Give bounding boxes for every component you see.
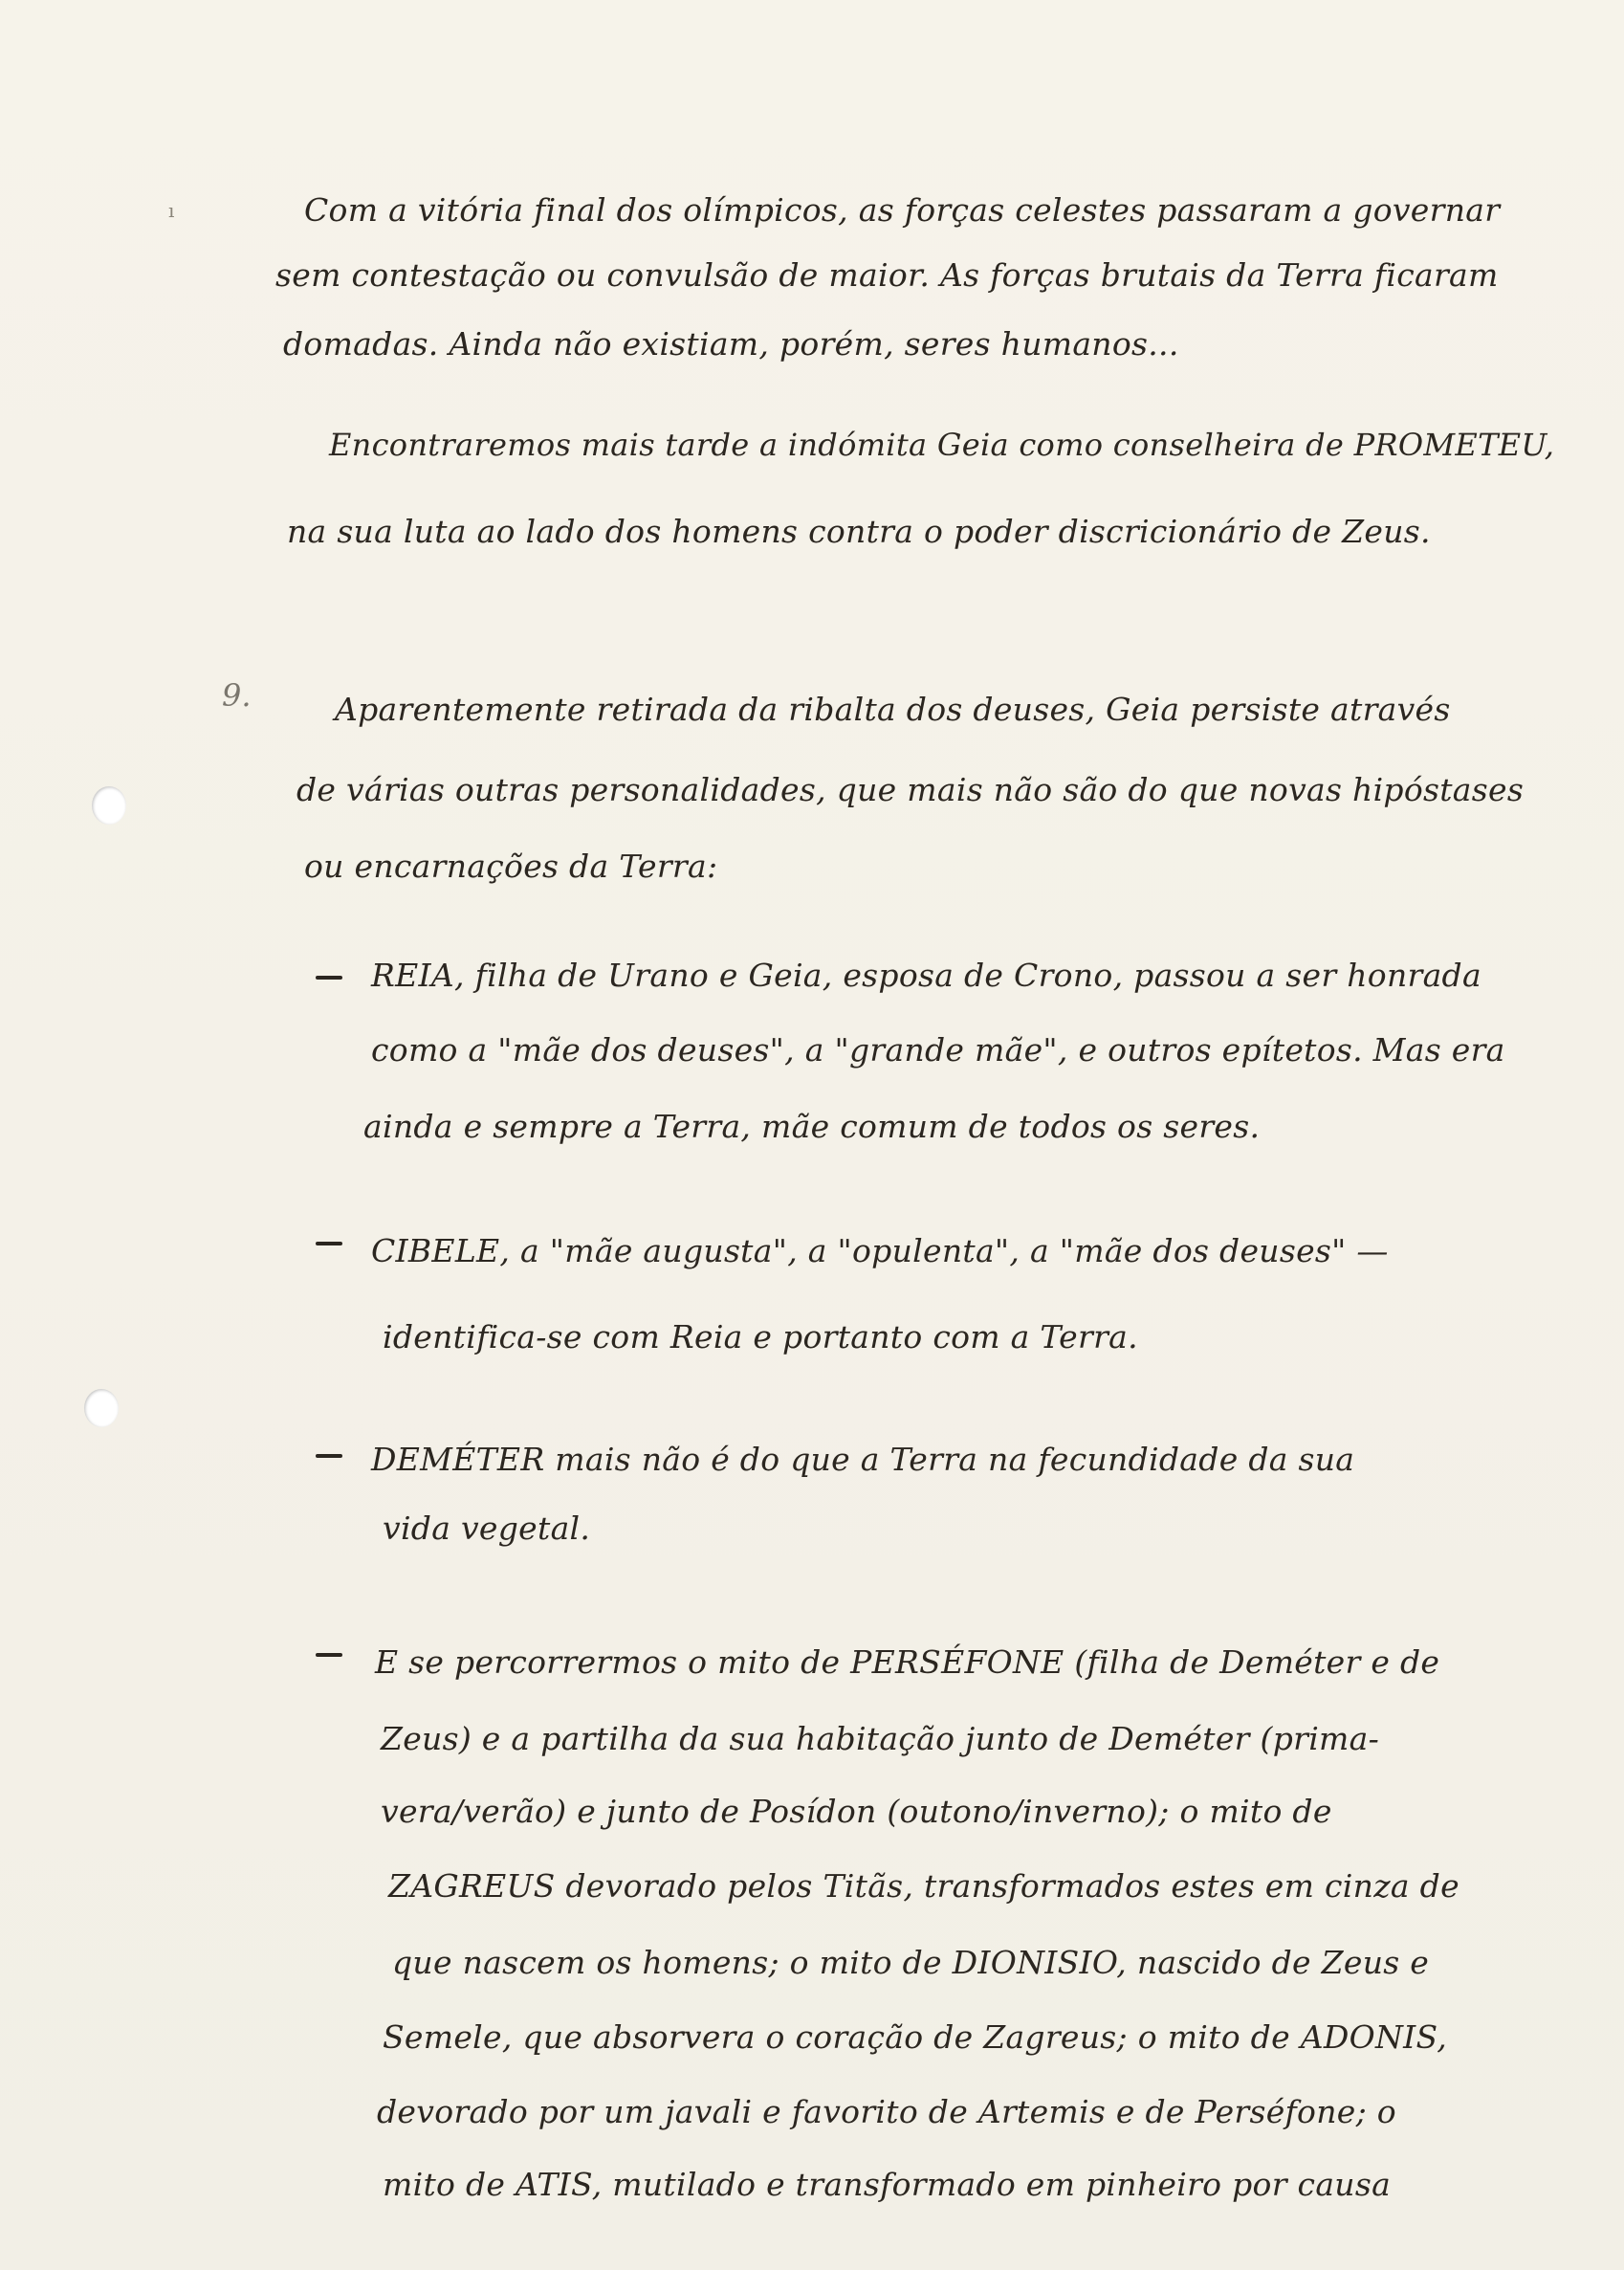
p1-line-2: sem contestação ou convulsão de maior. As forças brutais da Terra ficaram <box>275 256 1499 294</box>
persefone-line-4: ZAGREUS devorado pelos Titãs, transformados estes em cinza de <box>388 1867 1459 1905</box>
persefone-line-6: Semele, que absorvera o coração de Zagreus; o mito de ADONIS, <box>383 2018 1447 2056</box>
p2-line-1: Encontraremos mais tarde a indómita Geia como conselheira de PROMETEU, <box>329 427 1555 463</box>
p3-line-3: ou encarnações da Terra: <box>304 848 718 885</box>
bullet-dash <box>316 1454 342 1458</box>
reia-line-3: ainda e sempre a Terra, mãe comum de todos os seres. <box>363 1108 1261 1145</box>
cibele-line-2: identifica-se com Reia e portanto com a Terra. <box>383 1318 1138 1355</box>
p2-line-2: na sua luta ao lado dos homens contra o poder discricionário de Zeus. <box>287 513 1431 550</box>
bullet-dash <box>316 976 342 980</box>
persefone-line-2: Zeus) e a partilha da sua habitação junto de Deméter (prima- <box>381 1720 1380 1757</box>
punch-hole-bottom <box>84 1389 119 1427</box>
persefone-line-5: que nascem os homens; o mito de DIONISIO, nascido de Zeus e <box>392 1944 1430 1981</box>
section-number: 9. <box>222 677 252 714</box>
persefone-line-1: E se percorrermos o mito de PERSÉFONE (filha de Deméter e de <box>375 1643 1440 1681</box>
bullet-dash <box>316 1653 342 1657</box>
demeter-line-2: vida vegetal. <box>383 1510 591 1547</box>
bullet-dash <box>316 1242 342 1245</box>
p3-line-2: de várias outras personalidades, que mais não são do que novas hipóstases <box>296 771 1525 808</box>
reia-line-2: como a "mãe dos deuses", a "grande mãe", e outros epítetos. Mas era <box>371 1031 1505 1069</box>
persefone-line-3: vera/verão) e junto de Posídon (outono/inverno); o mito de <box>381 1793 1332 1830</box>
p1-line-3: domadas. Ainda não existiam, porém, seres humanos... <box>283 325 1179 363</box>
demeter-line-1: DEMÉTER mais não é do que a Terra na fecundidade da sua <box>371 1441 1355 1478</box>
margin-speck: ı <box>168 199 175 222</box>
persefone-line-8: mito de ATIS, mutilado e transformado em pinheiro por causa <box>383 2166 1392 2203</box>
cibele-line-1: CIBELE, a "mãe augusta", a "opulenta", a "mãe dos deuses" — <box>371 1232 1389 1269</box>
persefone-line-7: devorado por um javali e favorito de Artemis e de Perséfone; o <box>377 2093 1396 2130</box>
p3-line-1: Aparentemente retirada da ribalta dos deuses, Geia persiste através <box>335 691 1451 728</box>
p1-line-1: Com a vitória final dos olímpicos, as forças celestes passaram a governar <box>304 191 1501 229</box>
reia-line-1: REIA, filha de Urano e Geia, esposa de Crono, passou a ser honrada <box>371 957 1481 994</box>
punch-hole-top <box>92 786 126 825</box>
